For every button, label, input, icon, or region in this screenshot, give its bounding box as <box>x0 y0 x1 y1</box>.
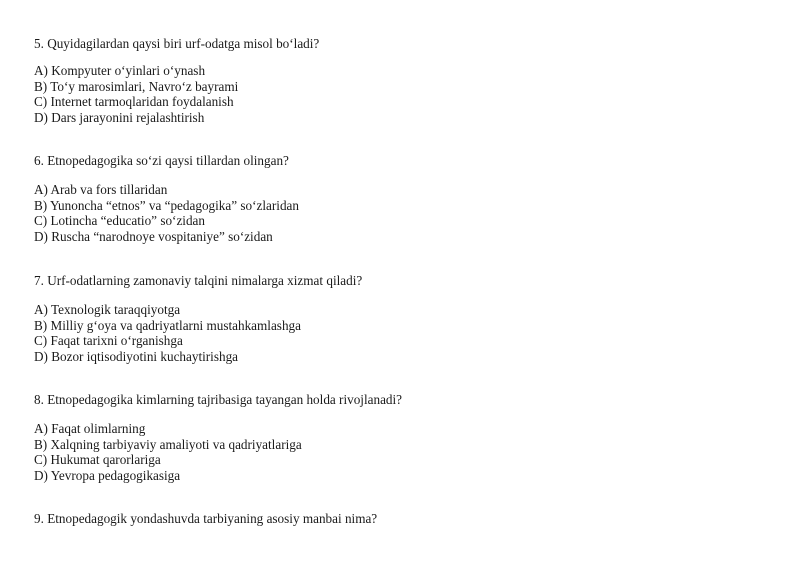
question-6-option-c: C) Lotincha “educatio” so‘zidan <box>34 213 205 229</box>
question-8-option-b: B) Xalqning tarbiyaviy amaliyoti va qadriyatlariga <box>34 436 302 452</box>
question-6-text: 6. Etnopedagogika so‘zi qaysi tillardan olingan? <box>34 153 289 168</box>
question-5-option-d: D) Dars jarayonini rejalashtirish <box>34 109 205 125</box>
question-7-option-d: D) Bozor iqtisodiyotini kuchaytirishga <box>34 348 239 364</box>
question-7-option-c: C) Faqat tarixni o‘rganishga <box>34 333 183 349</box>
question-8-option-a: A) Faqat olimlarning <box>34 421 146 436</box>
question-6-option-d: D) Ruscha “narodnoye vospitaniye” so‘zidan <box>34 228 273 244</box>
question-6-option-a: A) Arab va fors tillaridan <box>34 182 168 197</box>
question-6-option-b: B) Yunoncha “etnos” va “pedagogika” so‘zlaridan <box>34 197 299 213</box>
question-5-option-b: B) To‘y marosimlari, Navro‘z bayrami <box>34 78 239 94</box>
question-5-option-a: A) Kompyuter o‘yinlari o‘ynash <box>34 63 206 78</box>
question-7-option-a: A) Texnologik taraqqiyotga <box>34 302 181 317</box>
question-7-option-b: B) Milliy g‘oya va qadriyatlarni mustahkamlashga <box>34 317 301 333</box>
question-5-options <box>34 63 238 125</box>
question-8-text: 8. Etnopedagogika kimlarning tajribasiga tayangan holda rivojlanadi? <box>34 392 403 407</box>
question-8-option-c: C) Hukumat qarorlariga <box>34 452 161 468</box>
question-8-option-d: D) Yevropa pedagogikasiga <box>34 467 181 483</box>
question-7-options <box>34 302 301 364</box>
question-5-option-c: C) Internet tarmoqlaridan foydalanish <box>34 94 234 110</box>
question-5-text: 5. Quyidagilardan qaysi biri urf-odatga misol bo‘ladi? <box>34 36 320 51</box>
question-9-text: 9. Etnopedagogik yondashuvda tarbiyaning asosiy manbai nima? <box>34 511 378 526</box>
question-8-options <box>34 421 302 483</box>
question-7-text: 7. Urf-odatlarning zamonaviy talqini nimalarga xizmat qiladi? <box>34 273 363 288</box>
question-6-options <box>34 182 299 244</box>
